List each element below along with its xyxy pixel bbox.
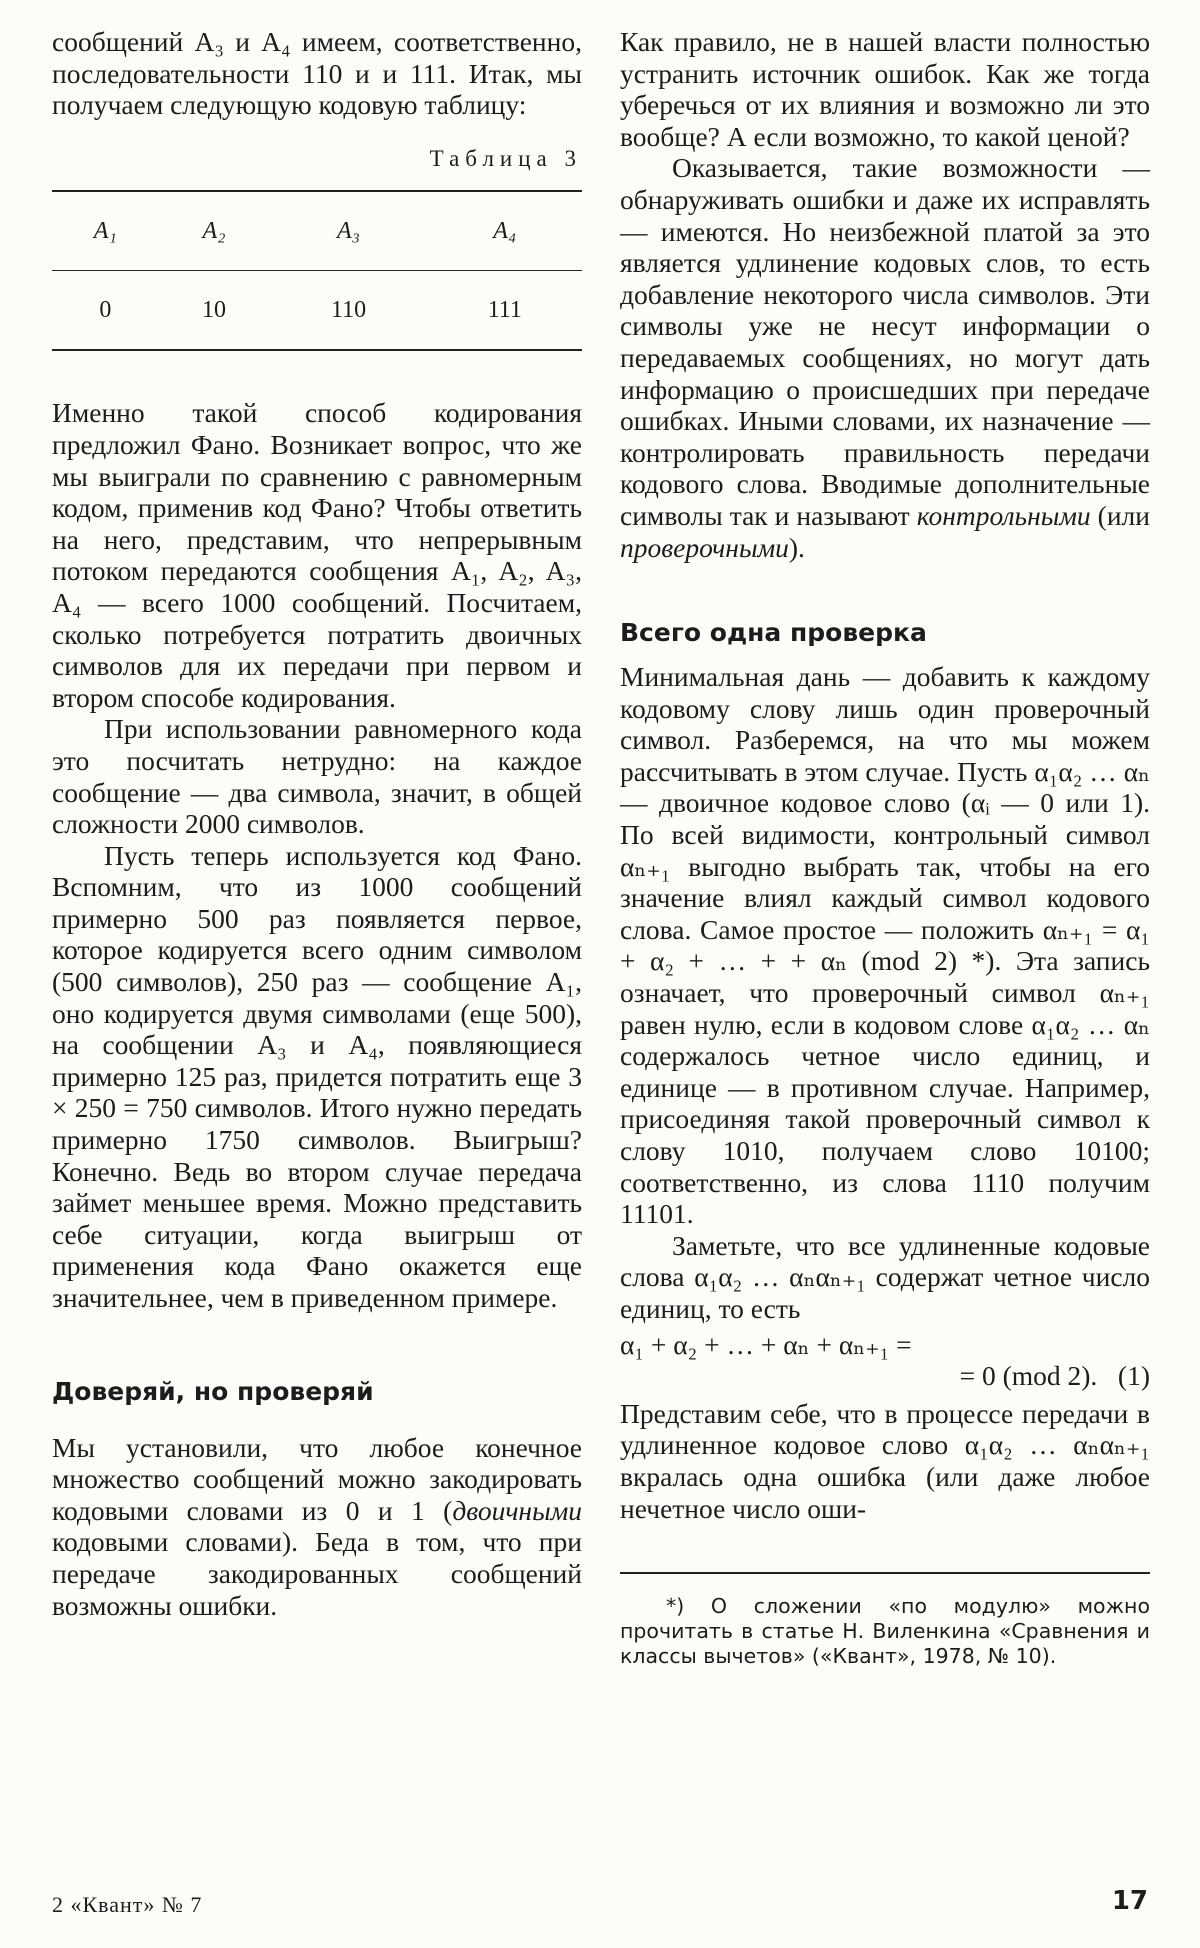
table-header-a3: A₃ <box>337 217 361 244</box>
left-p5-text-a: Мы установили, что любое конечное множество сообщений можно закодировать кодовыми словами из 0 и 1 ( <box>52 1431 582 1526</box>
footnote-divider <box>620 1572 1150 1574</box>
left-paragraph-2: Именно такой способ кодирования предложил Фано. Возникает вопрос, что же мы выиграли по сравнению с равномерным кодом, применив код Фано? Чтобы ответить на него, представим, что непрерывным потоком передаются сообщения A₁, A₂, A₃, A₄ — всего 1000 сообщений. Посчитаем, сколько потребуется потратить двоичных символов для их передачи при первом и втором способе кодирования. <box>52 397 582 713</box>
footnote: *) О сложении «по модулю» можно прочитать в статье Н. Виленкина «Сравнения и классы вычетов» («Квант», 1978, № 10). <box>620 1594 1150 1669</box>
equation-number: (1) <box>1117 1360 1150 1392</box>
table-header-a4: A₄ <box>493 217 517 244</box>
table-caption: Таблица 3 <box>429 145 582 171</box>
right-paragraph-5: Представим себе, что в процессе передачи в удлиненное кодовое слово α₁α₂ … αₙαₙ₊₁ вкралась одна ошибка (или даже любое нечетное число оши- <box>620 1397 1150 1524</box>
equation-line-2: = 0 (mod 2). <box>959 1360 1098 1392</box>
left-paragraph-5 <box>52 1432 582 1622</box>
table-header-row <box>52 191 582 271</box>
left-p5-text-b: кодовыми словами). Беда в том, что при передаче закодированных сообщений возможны ошибки. <box>52 1526 582 1621</box>
left-column <box>52 26 582 1621</box>
section-heading-trust: Доверяй, но проверяй <box>52 1376 374 1406</box>
right-p2-emphasis-1: контрольными <box>916 499 1091 531</box>
journal-issue-label: 2 «Квант» № 7 <box>52 1892 203 1917</box>
right-p2-text-b: (или <box>1090 499 1150 531</box>
right-paragraph-1: Как правило, не в нашей власти полностью устранить источник ошибок. Как же тогда уберечься от их влияния и возможно ли это вообще? А если возможно, то какой ценой? <box>620 26 1150 152</box>
left-p5-emphasis: двоичными <box>452 1494 582 1526</box>
code-table <box>52 190 582 351</box>
table-cell-a3: 110 <box>330 296 367 323</box>
left-paragraph-1: сообщений A₃ и A₄ имеем, соответственно, последовательности 110 и и 111. Итак, мы получаем следующую кодовую таблицу: <box>52 26 582 121</box>
table-cell-a1: 0 <box>99 296 112 323</box>
right-paragraph-2 <box>620 152 1150 563</box>
section-heading-one-check: Всего одна проверка <box>620 618 927 648</box>
table-header-a1: A₁ <box>93 217 117 244</box>
equation-line-2-wrap <box>620 1360 1150 1392</box>
left-paragraph-4: Пусть теперь используется код Фано. Вспомним, что из 1000 сообщений примерно 500 раз появляется первое, которое кодируется всего одним символом (500 символов), 250 раз — сообщение A₁, оно кодируется двумя символами (еще 500), на сообщении A₃ и A₄, появляющиеся примерно 125 раз, придется потратить еще 3 × 250 = 750 символов. Итого нужно передать примерно 1750 символов. Выигрыш? Конечно. Ведь во втором случае передача займет меньшее время. Можно представить себе ситуации, когда выигрыш от применения кода Фано окажется еще значительнее, чем в приведенном примере. <box>52 839 582 1313</box>
right-column <box>620 26 1150 1669</box>
right-paragraph-3: Минимальная дань — добавить к каждому кодовому слову лишь один проверочный символ. Разберемся, на что мы можем рассчитывать в этом случае. Пусть α₁α₂ … αₙ — двоичное кодовое слово (αᵢ — 0 или 1). По всей видимости, контрольный символ αₙ₊₁ выгодно выбрать так, чтобы на его значение влиял каждый символ кодового слова. Самое простое — положить αₙ₊₁ = α₁ + α₂ + … + + αₙ (mod 2) *). Эта запись означает, что проверочный символ αₙ₊₁ равен нулю, если в кодовом слове α₁α₂ … αₙ содержалось четное число единиц, и единице — в противном случае. Например, присоединяя такой проверочный символ к слову 1010, получаем слово 10100; соответственно, из слова 1110 получим 11101. <box>620 661 1150 1230</box>
table-cell-a4: 111 <box>487 296 522 323</box>
right-paragraph-4: Заметьте, что все удлиненные кодовые слова α₁α₂ … αₙαₙ₊₁ содержат четное число единиц, то есть <box>620 1229 1150 1324</box>
table-cell-a2: 10 <box>202 296 227 323</box>
equation-line-1: α₁ + α₂ + … + αₙ + αₙ₊₁ = <box>620 1328 912 1360</box>
table-row <box>52 271 582 351</box>
right-p2-emphasis-2: проверочными <box>620 531 789 563</box>
table-header-a2: A₂ <box>202 217 226 244</box>
right-p2-text-c: ). <box>788 531 805 563</box>
equation-1 <box>620 1329 1150 1392</box>
page-number: 17 <box>1111 1886 1148 1916</box>
right-p2-text-a: Оказывается, такие возможности — обнаруживать ошибки и даже их исправлять — имеются. Но неизбежной платой за это является удлинение кодовых слов, то есть добавление некоторого числа символов. Эти символы уже не несут информации о передаваемых сообщениях, но могут дать информацию о происшедших при передаче ошибках. Иными словами, их назначение — контролировать правильность передачи кодового слова. Вводимые дополнительные символы так и называют <box>620 152 1150 531</box>
left-paragraph-3: При использовании равномерного кода это посчитать нетрудно: на каждое сообщение — два символа, значит, в общей сложности 2000 символов. <box>52 713 582 840</box>
